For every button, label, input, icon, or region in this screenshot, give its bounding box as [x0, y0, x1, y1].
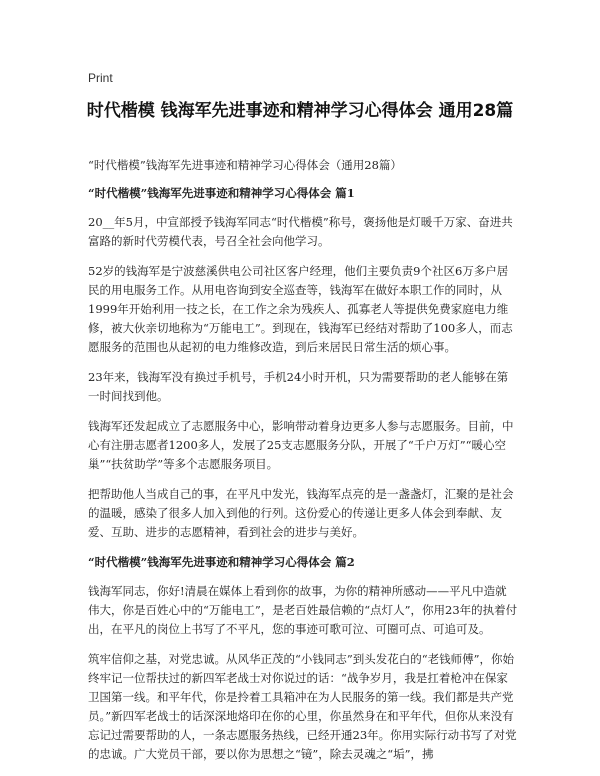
paragraph: 23年来，钱海军没有换过手机号，手机24小时开机，只为需要帮助的老人能够在第一时间找到他。	[88, 370, 509, 403]
article-body	[88, 156, 518, 775]
paragraph: 把帮助他人当成自己的事，在平凡中发光，钱海军点亮的是一盏盏灯，汇聚的是社会的温暖，感染了很多人加入到他的行列。这份爱心的传递让更多人体会到奉献、友爱、互助、进步的志愿精神，看到社会的进步与美好。	[88, 487, 514, 539]
paragraph: 钱海军同志，你好!清晨在媒体上看到你的故事，为你的精神所感动——平凡中造就伟大，你是百姓心中的“万能电工”，是老百姓最信赖的“点灯人”，你用23年的执着付出，在平凡的岗位上书写了不平凡，您的事迹可歌可泣、可圈可点、可追可及。	[88, 584, 518, 636]
intro-line: “时代楷模”钱海军先进事迹和精神学习心得体会（通用28篇）	[88, 158, 402, 172]
paragraph: 20__年5月，中宣部授予钱海军同志“时代楷模”称号，褒扬他是灯暖千万家、奋进共富路的新时代劳模代表，号召全社会向他学习。	[88, 215, 513, 248]
page-title: 时代楷模 钱海军先进事迹和精神学习心得体会 通用28篇	[86, 101, 514, 121]
paragraph: 筑牢信仰之基，对党忠诚。从风华正茂的“小钱同志”到头发花白的“老钱师傅”，你始终牢记一位帮扶过的新四军老战士对你说过的话：“战争岁月，我是扛着枪冲在保家卫国第一线。和平年代，你是拎着工具箱冲在为人民服务的第一线。我们都是共产党员。”新四军老战士的话深深地烙印在你的心里，你虽然身在和平年代，但你从来没有忘记过需要帮助的人，一条志愿服务热线，已经开通23年。你用实际行动书写了对党的忠诚。广大党员干部，要以你为思想之“镜”，除去灵魂之“垢”，拂	[88, 652, 517, 761]
paragraph: 钱海军还发起成立了志愿服务中心，影响带动着身边更多人参与志愿服务。目前，中心有注册志愿者1200多人，发展了25支志愿服务分队，开展了“千户万灯”“暖心空巢”“扶贫助学”等多个志愿服务项目。	[88, 419, 514, 471]
section-heading: “时代楷模”钱海军先进事迹和精神学习心得体会 篇1	[88, 186, 355, 200]
print-link[interactable]: Print	[88, 71, 113, 85]
paragraph: 52岁的钱海军是宁波慈溪供电公司社区客户经理，他们主要负责9个社区6万多户居民的用电服务工作。从用电咨询到安全巡查等，钱海军在做好本职工作的同时，从1999年开始利用一技之长，在工作之余为残疾人、孤寡老人等提供免费家庭电力维修，被大伙亲切地称为“万能电工”。到现在，钱海军已经结对帮助了100多人，而志愿服务的范围也从起初的电力维修改造，到后来居民日常生活的烦心事。	[88, 264, 513, 354]
section-heading: “时代楷模”钱海军先进事迹和精神学习心得体会 篇2	[88, 555, 355, 569]
